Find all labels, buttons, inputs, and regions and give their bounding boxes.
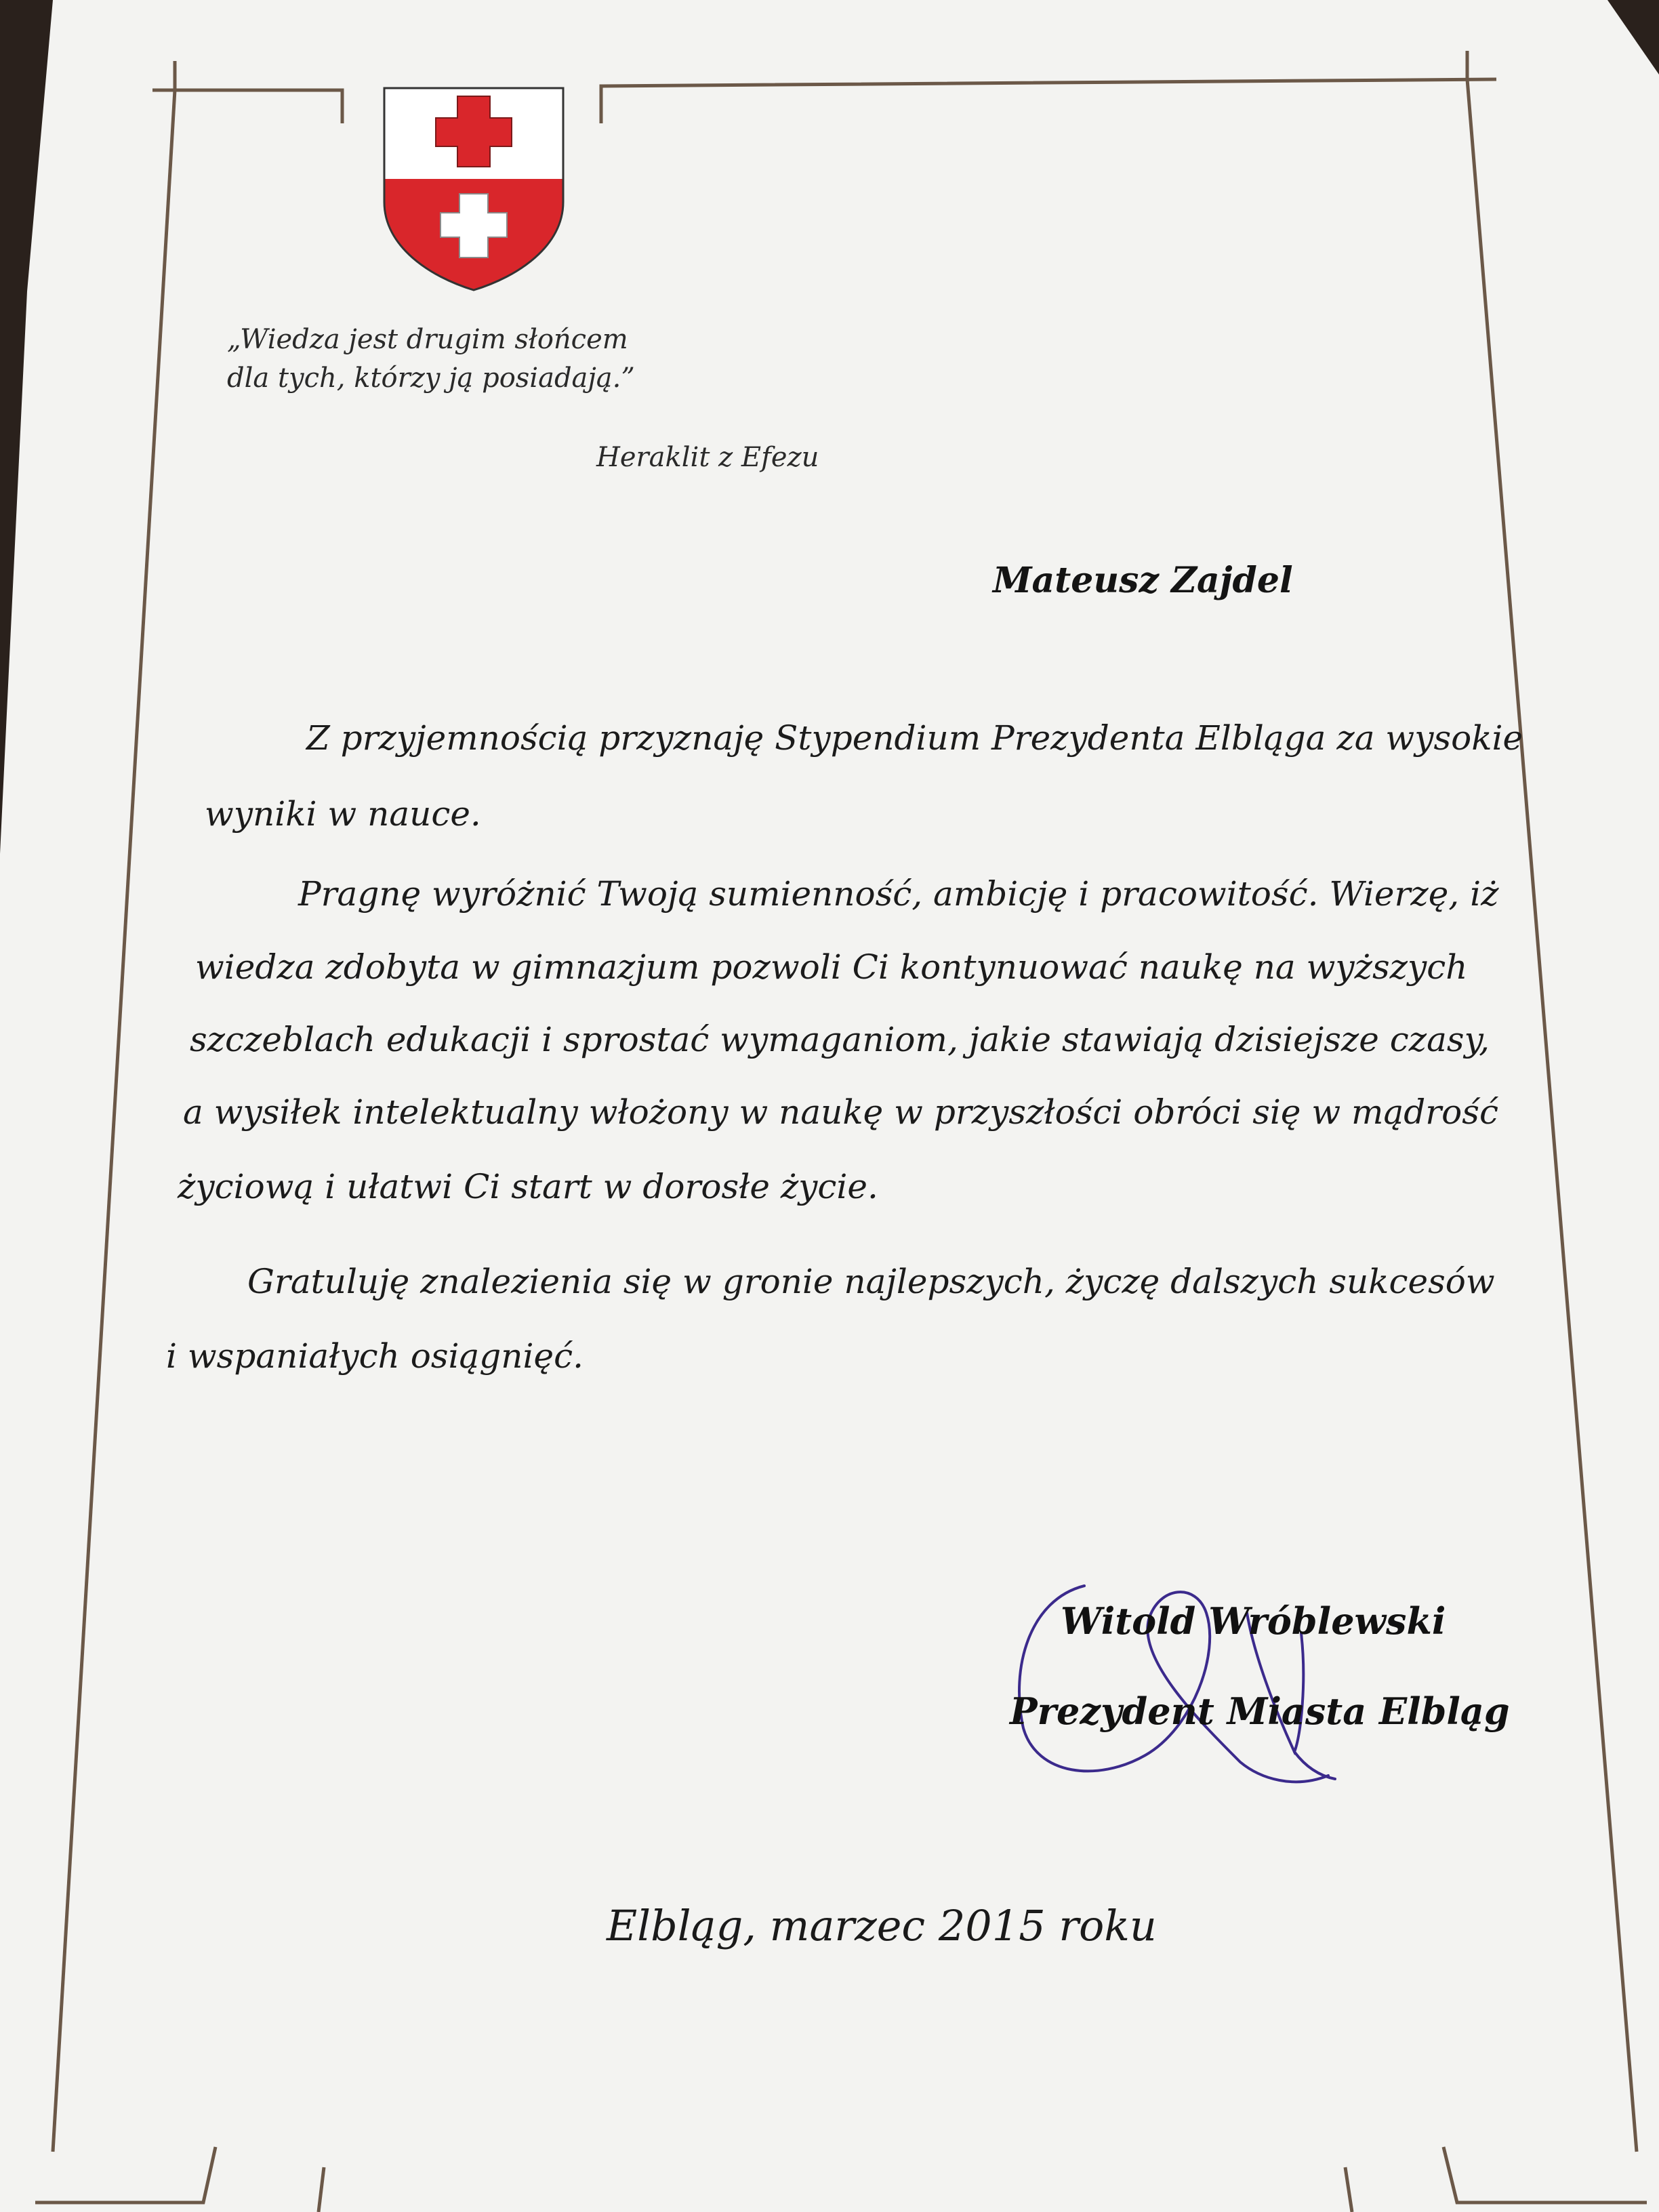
signer-title: Prezydent Miasta Elbląg xyxy=(1010,1689,1510,1733)
coat-of-arms-elblag xyxy=(383,87,565,291)
body-line: i wspaniałych osiągnięć. xyxy=(166,1336,583,1376)
recipient-name: Mateusz Zajdel xyxy=(993,560,1293,601)
quote-author: Heraklit z Efezu xyxy=(596,442,819,473)
body-line: życiową i ułatwi Ci start w dorosłe życie. xyxy=(178,1167,878,1206)
body-line: a wysiłek intelektualny włożony w naukę w przyszłości obróci się w mądrość xyxy=(183,1092,1498,1132)
body-line: Z przyjemnością przyznaję Stypendium Prezydenta Elbląga za wysokie xyxy=(306,718,1523,758)
signer-name: Witold Wróblewski xyxy=(1061,1599,1446,1643)
quote-line-2: dla tych, którzy ją posiadają.” xyxy=(227,363,635,394)
body-line: Pragnę wyróżnić Twoją sumienność, ambicję i pracowitość. Wierzę, iż xyxy=(298,874,1499,914)
body-line: wyniki w nauce. xyxy=(205,794,481,834)
body-line: Gratuluję znalezienia się w gronie najlepszych, życzę dalszych sukcesów xyxy=(247,1262,1495,1301)
body-line: szczeblach edukacji i sprostać wymaganiom, jakie stawiają dzisiejsze czasy, xyxy=(190,1020,1490,1059)
body-line: wiedza zdobyta w gimnazjum pozwoli Ci kontynuować naukę na wyższych xyxy=(195,947,1468,987)
quote-line-1: „Wiedza jest drugim słońcem xyxy=(227,324,628,355)
place-date: Elbląg, marzec 2015 roku xyxy=(607,1901,1157,1950)
